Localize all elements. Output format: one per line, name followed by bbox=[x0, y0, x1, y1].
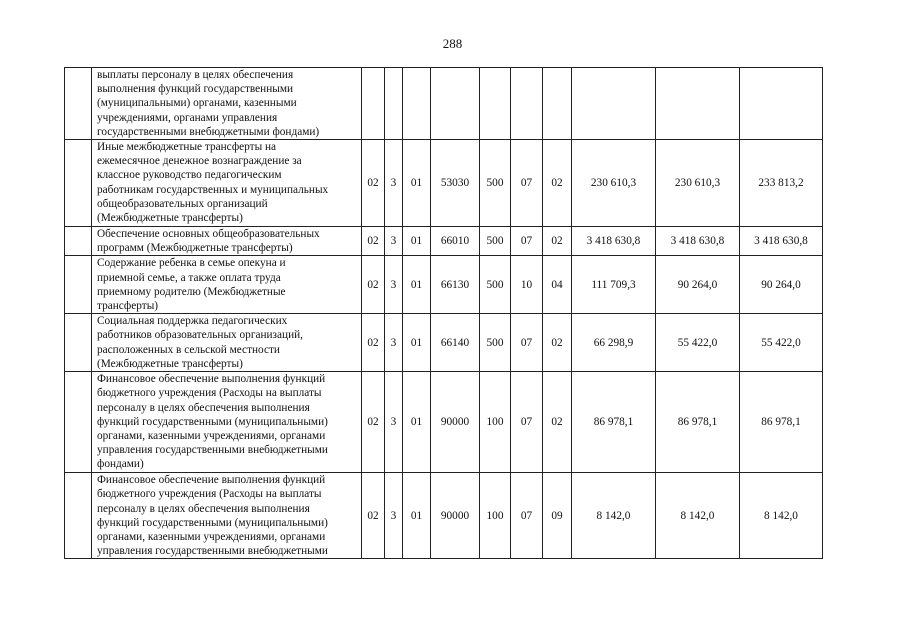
code-section-cell: 07 bbox=[511, 473, 543, 559]
description-line: функций государственными (муниципальными) bbox=[97, 415, 328, 428]
amount-year-1-cell: 8 142,0 bbox=[572, 473, 656, 559]
code-subsection-cell: 02 bbox=[543, 227, 572, 256]
code-expense-type-cell: 100 bbox=[480, 372, 511, 473]
code-subprogram-cell: 01 bbox=[403, 372, 431, 473]
table-row bbox=[65, 140, 823, 227]
row-empty-cell bbox=[65, 314, 92, 372]
description-line: управления государственными внебюджетными bbox=[97, 545, 328, 558]
code-expense-type-cell: 500 bbox=[480, 256, 511, 314]
amount-year-2-cell: 3 418 630,8 bbox=[656, 227, 740, 256]
code-subsection-cell: 09 bbox=[543, 473, 572, 559]
code-subprogram-cell: 01 bbox=[403, 314, 431, 372]
amount-year-2-cell: 86 978,1 bbox=[656, 372, 740, 473]
description-line: (Межбюджетные трансферты) bbox=[97, 357, 243, 370]
row-empty-cell bbox=[65, 372, 92, 473]
table-row bbox=[65, 68, 823, 140]
description-line: Финансовое обеспечение выполнения функций bbox=[97, 474, 326, 487]
description-line: Финансовое обеспечение выполнения функций bbox=[97, 373, 326, 386]
code-subprogram-cell bbox=[403, 68, 431, 140]
description-line: управления государственными внебюджетными bbox=[97, 444, 328, 457]
code-target-cell: 66130 bbox=[431, 256, 480, 314]
code-expense-type-cell: 500 bbox=[480, 140, 511, 227]
description-line: персоналу в целях обеспечения выполнения bbox=[97, 401, 310, 414]
description-line: Обеспечение основных общеобразовательных bbox=[97, 228, 320, 241]
amount-year-3-cell: 3 418 630,8 bbox=[740, 227, 823, 256]
description-line: работников образовательных организаций, bbox=[97, 329, 303, 342]
code-admin-cell: 02 bbox=[362, 372, 385, 473]
amount-year-2-cell: 230 610,3 bbox=[656, 140, 740, 227]
row-empty-cell bbox=[65, 473, 92, 559]
row-empty-cell bbox=[65, 227, 92, 256]
description-line: органами, казенными учреждениями, органами bbox=[97, 531, 326, 544]
code-section-cell: 07 bbox=[511, 227, 543, 256]
code-admin-cell: 02 bbox=[362, 314, 385, 372]
amount-year-1-cell bbox=[572, 68, 656, 140]
amount-year-2-cell: 90 264,0 bbox=[656, 256, 740, 314]
code-program-cell: 3 bbox=[385, 227, 403, 256]
description-line: (Межбюджетные трансферты) bbox=[97, 212, 243, 225]
description-line: приемной семье, а также оплата труда bbox=[97, 271, 281, 284]
code-admin-cell bbox=[362, 68, 385, 140]
description-line: Социальная поддержка педагогических bbox=[97, 315, 288, 328]
description-line: бюджетного учреждения (Расходы на выплаты bbox=[97, 488, 322, 501]
code-subprogram-cell: 01 bbox=[403, 256, 431, 314]
description-line: фондами) bbox=[97, 458, 144, 471]
code-program-cell: 3 bbox=[385, 372, 403, 473]
amount-year-2-cell: 55 422,0 bbox=[656, 314, 740, 372]
code-section-cell: 07 bbox=[511, 314, 543, 372]
code-subsection-cell: 02 bbox=[543, 314, 572, 372]
code-subsection-cell: 04 bbox=[543, 256, 572, 314]
table-row bbox=[65, 473, 823, 559]
row-description bbox=[92, 372, 362, 473]
code-target-cell: 53030 bbox=[431, 140, 480, 227]
amount-year-2-cell: 8 142,0 bbox=[656, 473, 740, 559]
description-line: программ (Межбюджетные трансферты) bbox=[97, 242, 293, 255]
table-row bbox=[65, 314, 823, 372]
row-empty-cell bbox=[65, 140, 92, 227]
code-program-cell: 3 bbox=[385, 256, 403, 314]
row-description bbox=[92, 140, 362, 227]
code-expense-type-cell: 500 bbox=[480, 314, 511, 372]
amount-year-3-cell: 86 978,1 bbox=[740, 372, 823, 473]
amount-year-1-cell: 86 978,1 bbox=[572, 372, 656, 473]
code-section-cell: 07 bbox=[511, 140, 543, 227]
row-empty-cell bbox=[65, 256, 92, 314]
code-target-cell bbox=[431, 68, 480, 140]
description-line: (муниципальными) органами, казенными bbox=[97, 97, 297, 110]
description-line: Содержание ребенка в семье опекуна и bbox=[97, 257, 286, 270]
page-number: 288 bbox=[442, 36, 463, 51]
row-description bbox=[92, 473, 362, 559]
description-line: работникам государственных и муниципальных bbox=[97, 183, 329, 196]
row-description bbox=[92, 227, 362, 256]
code-subsection-cell: 02 bbox=[543, 372, 572, 473]
code-expense-type-cell bbox=[480, 68, 511, 140]
code-expense-type-cell: 500 bbox=[480, 227, 511, 256]
code-subsection-cell bbox=[543, 68, 572, 140]
amount-year-3-cell: 8 142,0 bbox=[740, 473, 823, 559]
table-row bbox=[65, 372, 823, 473]
code-subsection-cell: 02 bbox=[543, 140, 572, 227]
description-line: приемному родителю (Межбюджетные bbox=[97, 285, 286, 298]
code-admin-cell: 02 bbox=[362, 140, 385, 227]
row-description bbox=[92, 68, 362, 140]
code-expense-type-cell: 100 bbox=[480, 473, 511, 559]
amount-year-3-cell bbox=[740, 68, 823, 140]
code-section-cell: 10 bbox=[511, 256, 543, 314]
code-admin-cell: 02 bbox=[362, 227, 385, 256]
description-line: органами, казенными учреждениями, органами bbox=[97, 430, 326, 443]
description-line: выполнения функций государственными bbox=[97, 83, 294, 96]
amount-year-1-cell: 111 709,3 bbox=[572, 256, 656, 314]
amount-year-2-cell bbox=[656, 68, 740, 140]
row-description bbox=[92, 256, 362, 314]
description-line: трансферты) bbox=[97, 300, 159, 313]
description-line: общеобразовательных организаций bbox=[97, 197, 268, 210]
code-program-cell: 3 bbox=[385, 473, 403, 559]
amount-year-1-cell: 3 418 630,8 bbox=[572, 227, 656, 256]
description-line: выплаты персоналу в целях обеспечения bbox=[97, 69, 294, 81]
table-row bbox=[65, 256, 823, 314]
amount-year-3-cell: 55 422,0 bbox=[740, 314, 823, 372]
description-line: ежемесячное денежное вознаграждение за bbox=[97, 155, 302, 168]
code-subprogram-cell: 01 bbox=[403, 473, 431, 559]
description-line: расположенных в сельской местности bbox=[97, 343, 280, 356]
code-admin-cell: 02 bbox=[362, 256, 385, 314]
code-target-cell: 90000 bbox=[431, 473, 480, 559]
code-target-cell: 66140 bbox=[431, 314, 480, 372]
row-empty-cell bbox=[65, 68, 92, 140]
code-subprogram-cell: 01 bbox=[403, 227, 431, 256]
code-program-cell: 3 bbox=[385, 314, 403, 372]
code-section-cell bbox=[511, 68, 543, 140]
code-program-cell bbox=[385, 68, 403, 140]
description-line: Иные межбюджетные трансферты на bbox=[97, 141, 277, 154]
code-section-cell: 07 bbox=[511, 372, 543, 473]
amount-year-1-cell: 66 298,9 bbox=[572, 314, 656, 372]
description-line: классное руководство педагогическим bbox=[97, 169, 282, 182]
description-line: учреждениями, органами управления bbox=[97, 111, 278, 124]
budget-table bbox=[64, 67, 823, 559]
description-line: бюджетного учреждения (Расходы на выплаты bbox=[97, 387, 322, 400]
code-target-cell: 66010 bbox=[431, 227, 480, 256]
amount-year-3-cell: 90 264,0 bbox=[740, 256, 823, 314]
code-subprogram-cell: 01 bbox=[403, 140, 431, 227]
code-admin-cell: 02 bbox=[362, 473, 385, 559]
code-target-cell: 90000 bbox=[431, 372, 480, 473]
table-row bbox=[65, 227, 823, 256]
amount-year-3-cell: 233 813,2 bbox=[740, 140, 823, 227]
description-line: государственными внебюджетными фондами) bbox=[97, 125, 320, 138]
description-line: функций государственными (муниципальными) bbox=[97, 516, 328, 529]
description-line: персоналу в целях обеспечения выполнения bbox=[97, 502, 310, 515]
amount-year-1-cell: 230 610,3 bbox=[572, 140, 656, 227]
row-description bbox=[92, 314, 362, 372]
code-program-cell: 3 bbox=[385, 140, 403, 227]
